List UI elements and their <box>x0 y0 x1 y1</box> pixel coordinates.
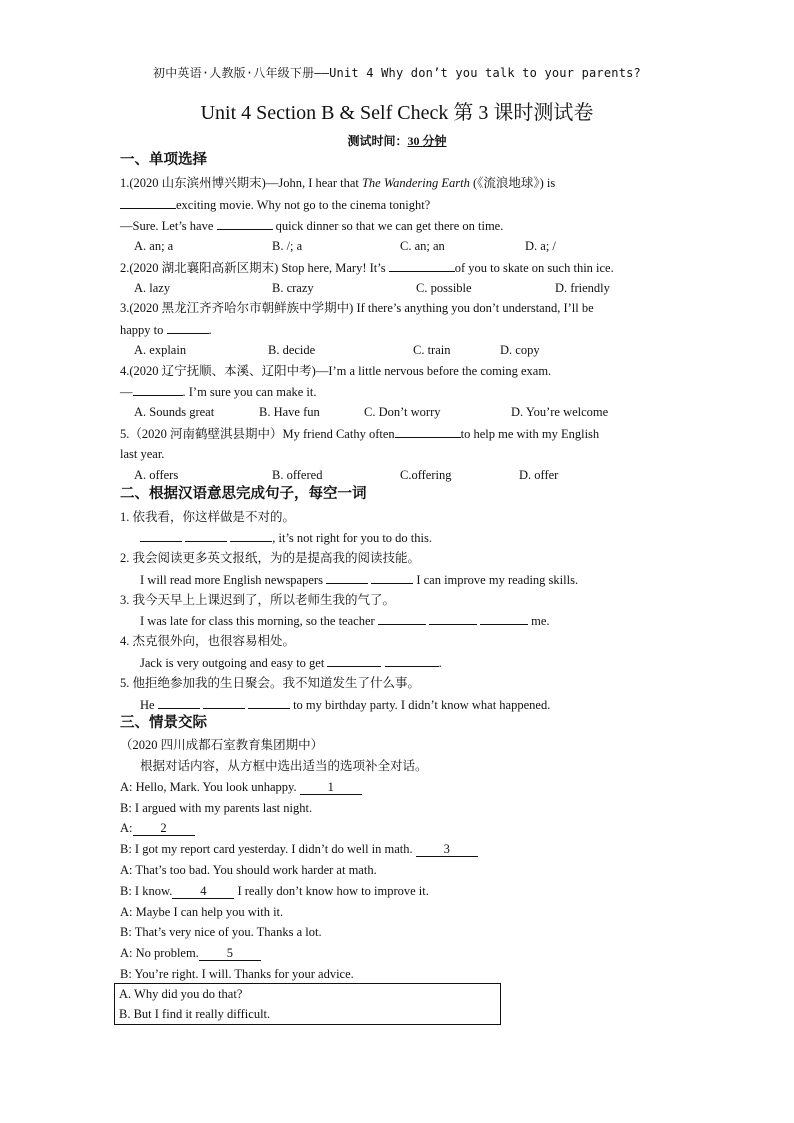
dialogue-blank-2[interactable]: 2 <box>133 821 195 836</box>
answer-blank[interactable] <box>133 383 183 396</box>
dialogue-line: B: That’s very nice of you. Thanks a lot. <box>120 925 322 939</box>
s2-item-5-english: He to my birthday party. I didn’t know what happened. <box>140 698 551 712</box>
answer-blank[interactable] <box>158 696 200 709</box>
section-heading-multiple-choice: 一、单项选择 <box>120 152 207 168</box>
answer-blank[interactable] <box>429 612 477 625</box>
answer-blank[interactable] <box>230 529 272 542</box>
test-time-value: 30 分钟 <box>407 134 447 148</box>
q1-line-3: —Sure. Let’s have quick dinner so that we can get there on time. <box>120 219 504 233</box>
s2-item-2-english: I will read more English newspapers I can improve my reading skills. <box>140 573 579 587</box>
test-time-label: 测试时间： <box>347 134 408 148</box>
answer-blank[interactable] <box>326 571 368 584</box>
answer-blank[interactable] <box>480 612 528 625</box>
answer-blank[interactable] <box>395 425 461 438</box>
answer-blank[interactable] <box>140 529 182 542</box>
dialogue-line: B: I got my report card yesterday. I didn’t do well in math. 3 <box>120 841 478 857</box>
q1-line-1: 1.(2020 山东滨州博兴期末)—John, I hear that The Wandering Earth (《流浪地球》) is <box>120 176 556 190</box>
dialogue-blank-4[interactable]: 4 <box>172 884 234 899</box>
q4-option-a[interactable]: A. Sounds great <box>134 405 215 419</box>
q3-line-2: happy to . <box>120 323 212 337</box>
s2-item-3-english: I was late for class this morning, so the teacher me. <box>140 614 550 628</box>
q4-line-2: — . I’m sure you can make it. <box>120 385 317 399</box>
dialogue-line: A: Hello, Mark. You look unhappy. 1 <box>120 779 362 795</box>
answer-blank[interactable] <box>120 196 176 209</box>
answer-blank[interactable] <box>385 654 439 667</box>
q5-option-a[interactable]: A. offers <box>134 468 179 482</box>
s2-item-1-english: , it’s not right for you to do this. <box>140 529 432 546</box>
q1-line-2: exciting movie. Why not go to the cinema tonight? <box>120 196 430 213</box>
q5-option-d[interactable]: D. offer <box>519 468 559 482</box>
q5-option-c[interactable]: C.offering <box>400 468 452 482</box>
q2-option-b[interactable]: B. crazy <box>272 281 314 295</box>
dialogue-instruction: 根据对话内容，从方框中选出适当的选项补全对话。 <box>140 759 428 773</box>
options-box <box>114 983 501 1025</box>
q3-option-b[interactable]: B. decide <box>268 343 316 357</box>
dialogue-blank-1[interactable]: 1 <box>300 780 362 795</box>
answer-blank[interactable] <box>389 259 455 272</box>
s2-item-4-english: Jack is very outgoing and easy to get . <box>140 656 442 670</box>
answer-blank[interactable] <box>185 529 227 542</box>
dialogue-line: A: Maybe I can help you with it. <box>120 905 284 919</box>
q4-line-1: 4.(2020 辽宁抚顺、本溪、辽阳中考)—I’m a little nervous before the coming exam. <box>120 364 552 378</box>
box-option-a[interactable]: A. Why did you do that? <box>119 987 243 1001</box>
s2-item-2-chinese: 2. 我会阅读更多英文报纸，为的是提高我的阅读技能。 <box>120 551 421 565</box>
dialogue-blank-5[interactable]: 5 <box>199 946 261 961</box>
section-heading-dialogue: 三、情景交际 <box>120 715 207 731</box>
q3-option-c[interactable]: C. train <box>413 343 451 357</box>
q3-option-d[interactable]: D. copy <box>500 343 540 357</box>
q2-option-a[interactable]: A. lazy <box>134 281 171 295</box>
q1-option-d[interactable]: D. a; / <box>525 239 556 253</box>
test-time <box>0 132 794 149</box>
page-title: Unit 4 Section B & Self Check 第 3 课时测试卷 <box>200 102 594 124</box>
dialogue-line: B: I know. 4 I really don’t know how to improve it. <box>120 884 429 898</box>
s2-item-1-chinese: 1. 依我看，你这样做是不对的。 <box>120 510 296 524</box>
answer-blank[interactable] <box>371 571 413 584</box>
q3-line-1: 3.(2020 黑龙江齐齐哈尔市朝鲜族中学期中) If there’s anything you don’t understand, I’ll be <box>120 301 594 315</box>
s2-item-3-chinese: 3. 我今天早上上课迟到了，所以老师生我的气了。 <box>120 593 396 607</box>
q2-line-1: 2.(2020 湖北襄阳高新区期末) Stop here, Mary! It’s of you to skate on such thin ice. <box>120 261 614 275</box>
dialogue-source: （2020 四川成都石室教育集团期中） <box>120 738 324 752</box>
dialogue-line: A: 2 <box>120 820 195 836</box>
dialogue-line: B: You’re right. I will. Thanks for your advice. <box>120 967 354 981</box>
q4-option-c[interactable]: C. Don’t worry <box>364 405 441 419</box>
q5-option-b[interactable]: B. offered <box>272 468 323 482</box>
dialogue-line: B: I argued with my parents last night. <box>120 801 313 815</box>
dialogue-blank-3[interactable]: 3 <box>416 842 478 857</box>
section-heading-translation: 二、根据汉语意思完成句子，每空一词 <box>120 486 367 502</box>
page-header: 初中英语·人教版·八年级下册——Unit 4 Why don’t you talk to your parents? <box>153 66 641 80</box>
q5-line-1: 5.（2020 河南鹤壁淇县期中）My friend Cathy often to help me with my English <box>120 427 600 441</box>
answer-blank[interactable] <box>203 696 245 709</box>
answer-blank[interactable] <box>327 654 381 667</box>
q1-option-c[interactable]: C. an; an <box>400 239 445 253</box>
dialogue-line: A: No problem. 5 <box>120 945 261 961</box>
q4-option-d[interactable]: D. You’re welcome <box>511 405 609 419</box>
q4-option-b[interactable]: B. Have fun <box>259 405 320 419</box>
q2-option-d[interactable]: D. friendly <box>555 281 610 295</box>
q1-movie-title: The Wandering Earth <box>361 176 470 190</box>
q5-line-2: last year. <box>120 447 165 461</box>
q1-option-b[interactable]: B. /; a <box>272 239 303 253</box>
q2-option-c[interactable]: C. possible <box>416 281 472 295</box>
dialogue-line: A: That’s too bad. You should work harder at math. <box>120 863 377 877</box>
answer-blank[interactable] <box>167 321 209 334</box>
q1-option-a[interactable]: A. an; a <box>134 239 174 253</box>
answer-blank[interactable] <box>378 612 426 625</box>
s2-item-5-chinese: 5. 他拒绝参加我的生日聚会。我不知道发生了什么事。 <box>120 676 421 690</box>
box-option-b[interactable]: B. But I find it really difficult. <box>119 1007 271 1021</box>
answer-blank[interactable] <box>248 696 290 709</box>
q3-option-a[interactable]: A. explain <box>134 343 187 357</box>
answer-blank[interactable] <box>217 217 273 230</box>
s2-item-4-chinese: 4. 杰克很外向，也很容易相处。 <box>120 634 296 648</box>
